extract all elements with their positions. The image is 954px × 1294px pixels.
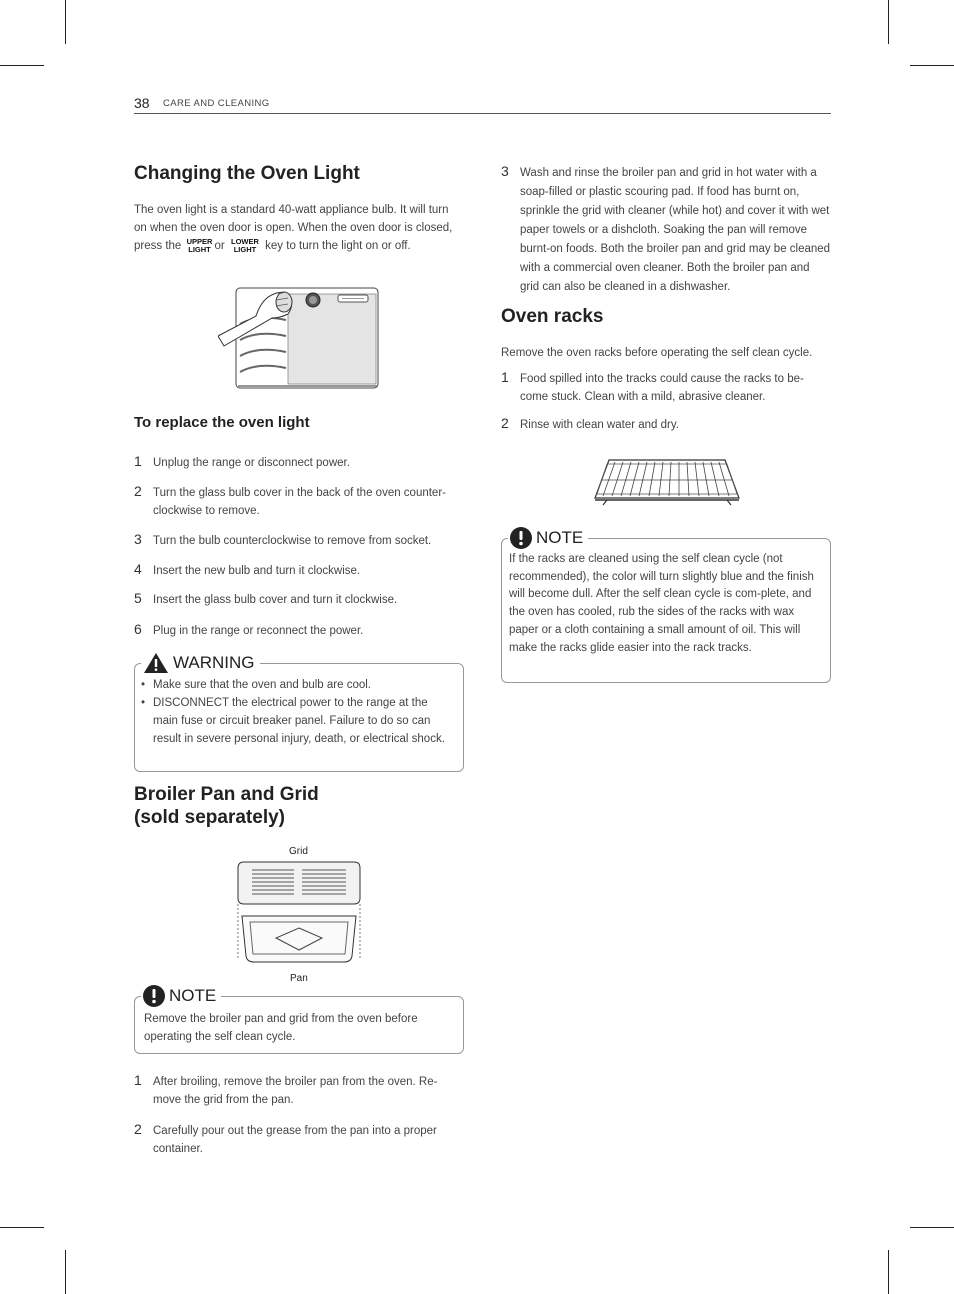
broiler-pan-grid-illustration	[234, 858, 364, 970]
oven-light-title: Changing the Oven Light	[134, 163, 360, 184]
step-text: Wash and rinse the broiler pan and grid in hot water with a soap-filled or plastic scouring pad. If food has burnt on, sprinkle the grid with cleaner (while hot) and cover it with wet paper towels or a dishcloth. Soaking the pan will remove burnt-on foods. Both the broiler pan and grid may be cleaned with a commercial oven cleaner. Both the broiler pan and grid can also be cleaned in a dishwasher.	[520, 167, 831, 293]
broiler-title-line2: (sold separately)	[134, 807, 285, 828]
racks-note-box	[501, 528, 831, 683]
crop-mark	[0, 65, 44, 66]
step-number: 1	[134, 1072, 142, 1088]
racks-note-title	[508, 527, 588, 549]
replace-light-title: To replace the oven light	[134, 414, 310, 431]
broiler-title	[134, 783, 319, 829]
intro-text-after: key to turn the light on or off.	[265, 240, 411, 252]
step-number: 3	[501, 163, 509, 179]
exclamation-icon	[510, 527, 532, 549]
step-text: Insert the glass bulb cover and turn it clockwise.	[153, 594, 398, 606]
replace-step	[134, 623, 464, 641]
step-number: 3	[134, 531, 142, 547]
broiler-note-text: Remove the broiler pan and grid from the oven before operating the self clean cycle.	[144, 1013, 418, 1043]
crop-mark	[65, 1250, 66, 1294]
step-text: Insert the new bulb and turn it clockwise.	[153, 565, 361, 577]
replace-step	[134, 485, 464, 520]
step-text: Plug in the range or reconnect the power.	[153, 625, 364, 637]
step-number: 6	[134, 621, 142, 637]
broiler-step	[134, 1074, 464, 1109]
step-number: 1	[134, 453, 142, 469]
warning-item: • DISCONNECT the electrical power to the range at the main fuse or circuit breaker panel. Failure to do so can result in severe personal injury, death, or electrical shock.	[141, 694, 453, 748]
step-number: 2	[134, 483, 142, 499]
broiler-step	[134, 1123, 464, 1158]
oven-rack-illustration	[593, 456, 741, 506]
replace-step	[134, 533, 464, 551]
broiler-note-box	[134, 986, 464, 1054]
lower-light-key: LOWER LIGHT	[230, 236, 259, 254]
broiler-note-title	[141, 985, 221, 1007]
oven-racks-title: Oven racks	[501, 306, 604, 327]
step-number: 4	[134, 561, 142, 577]
intro-or: or	[214, 240, 225, 252]
grid-label: Grid	[289, 846, 308, 857]
oven-light-illustration	[218, 284, 380, 392]
warning-title	[141, 652, 260, 674]
page-number: 38	[134, 95, 150, 111]
broiler-title-line1: Broiler Pan and Grid	[134, 784, 319, 805]
note-label: NOTE	[169, 986, 217, 1005]
crop-mark	[888, 0, 889, 44]
step-number: 2	[501, 415, 509, 431]
note-label: NOTE	[536, 528, 584, 547]
racks-step	[501, 417, 831, 435]
section-title: CARE AND CLEANING	[163, 98, 270, 109]
header-rule	[134, 113, 831, 114]
step-text: Food spilled into the tracks could cause the racks to be-come stuck. Clean with a mild, abrasive cleaner.	[520, 373, 804, 403]
broiler-step	[501, 164, 831, 297]
crop-mark	[888, 1250, 889, 1294]
replace-step	[134, 455, 464, 473]
step-text: Unplug the range or disconnect power.	[153, 457, 350, 469]
warning-triangle-icon	[143, 652, 169, 674]
replace-step	[134, 592, 464, 610]
warning-label: WARNING	[173, 653, 255, 672]
racks-note-text: If the racks are cleaned using the self clean cycle (not recommended), the color will turn slightly blue and the finish will become dull. After the self clean cycle is com-plete, and the oven has cooled, rub the sides of the racks with wax paper or a cloth containing a small amount of oil. This will make the racks glide easier into the rack tracks.	[509, 553, 814, 654]
step-text: Turn the bulb counterclockwise to remove from socket.	[153, 535, 432, 547]
exclamation-icon	[143, 985, 165, 1007]
step-text: Rinse with clean water and dry.	[520, 419, 679, 431]
crop-mark	[910, 1227, 954, 1228]
crop-mark	[0, 1227, 44, 1228]
upper-light-key: UPPER LIGHT	[186, 236, 213, 254]
step-number: 1	[501, 369, 509, 385]
replace-step	[134, 563, 464, 581]
step-text: Carefully pour out the grease from the pan into a proper container.	[153, 1125, 437, 1155]
oven-light-intro	[134, 201, 464, 255]
step-number: 2	[134, 1121, 142, 1137]
warning-box	[134, 653, 464, 772]
crop-mark	[65, 0, 66, 44]
intro-text-before: The oven light is a standard 40-watt appliance bulb. It will turn on when the oven door is open. When the oven door is closed, press the	[134, 204, 453, 252]
oven-racks-intro: Remove the oven racks before operating the self clean cycle.	[501, 347, 813, 359]
warning-list	[141, 676, 453, 748]
warning-item: • Make sure that the oven and bulb are cool.	[141, 676, 453, 694]
step-text: After broiling, remove the broiler pan from the oven. Re-move the grid from the pan.	[153, 1076, 438, 1106]
step-number: 5	[134, 590, 142, 606]
pan-label: Pan	[290, 973, 308, 984]
crop-mark	[910, 65, 954, 66]
step-text: Turn the glass bulb cover in the back of the oven counter-clockwise to remove.	[153, 487, 446, 517]
racks-step	[501, 371, 831, 406]
